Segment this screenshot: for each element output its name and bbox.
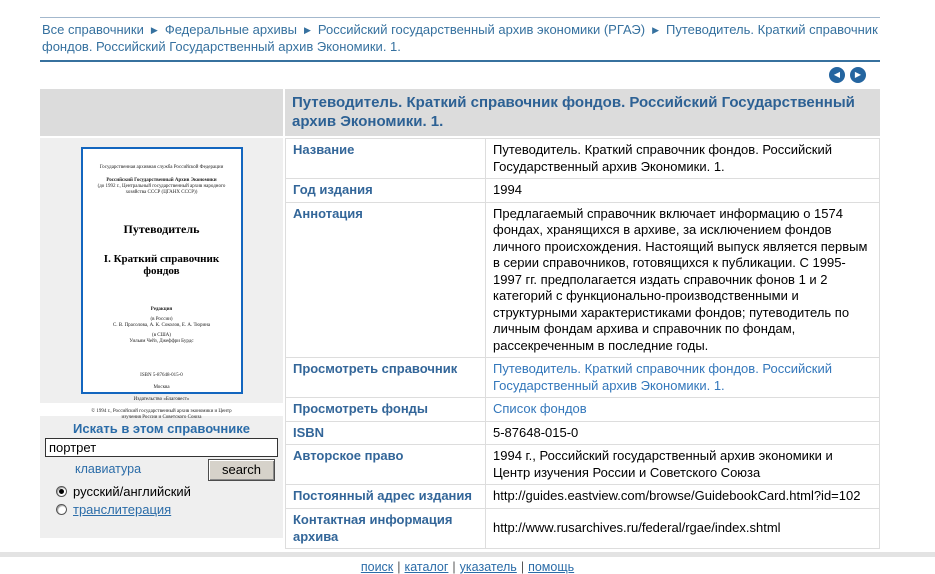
row-label: ISBN (286, 421, 486, 445)
row-value: 1994 г., Российский государственный архив экономики и Центр изучения России и Советского Союза (486, 445, 880, 485)
transliteration-link[interactable]: транслитерация (73, 502, 172, 517)
table-row-permanent-url (286, 485, 880, 509)
cover-archive-note: (до 1992 г., Центральный государственный архив народного хозяйства СССР (ЦГАНХ СССР)) (97, 184, 226, 195)
table-row-view-fonds (286, 398, 880, 422)
cover-subtitle: I. Краткий справочник фондов (103, 253, 220, 277)
cover-editors-russia-label: (в России) (150, 317, 173, 322)
arrow-left-icon: ◀ (833, 70, 841, 79)
prev-button[interactable] (829, 67, 845, 83)
table-row-archive-contact (286, 509, 880, 549)
row-value: Предлагаемый справочник включает информацию о 1574 фондах, хранящихся в архиве, за исключением фондов личного происхождения. Настоящий выпуск является первым в серии справочников, готовящихся к публикации. С 1995-1997 гг. предполагается издать справочник фонов 1 и 2 категорий с функционально-производственными и структурными характеристиками фондов; путеводитель по личным фондам архива и справочник по фондам, рассекреченным в последние годы. (486, 202, 880, 358)
breadcrumb-link-rgae[interactable]: Российский государственный архив экономики (РГАЭ) (317, 22, 646, 37)
breadcrumb (40, 17, 880, 62)
footer-separator: | (452, 560, 456, 574)
page-title: Путеводитель. Краткий справочник фондов. Российский Государственный архив Экономики. 1. (285, 89, 880, 136)
row-label: Название (286, 139, 486, 179)
cover-publisher: Издательство «Благовест» (133, 397, 190, 402)
table-row-year (286, 179, 880, 203)
row-value: Путеводитель. Краткий справочник фондов. Российский Государственный архив Экономики. 1. (486, 139, 880, 179)
search-input[interactable] (45, 438, 278, 457)
footer-link-index[interactable]: указатель (459, 560, 517, 574)
cover-isbn: ISBN 5-87648-015-0 (140, 373, 183, 378)
radio-transliteration[interactable] (56, 504, 67, 515)
table-row-isbn (286, 421, 880, 445)
breadcrumb-link-federal-archives[interactable]: Федеральные архивы (164, 22, 297, 37)
left-sidebar (40, 89, 283, 538)
breadcrumb-separator-icon: ▶ (150, 25, 158, 35)
book-cover-panel (40, 138, 283, 420)
table-row-name (286, 139, 880, 179)
guidebook-card (285, 89, 880, 549)
cover-editors-heading: Редакция (150, 307, 173, 312)
cover-agency: Государственная архивная служба Российской Федерации (99, 165, 224, 170)
search-panel (40, 416, 283, 538)
cover-archive-name: Российский Государственный Архив Экономики (106, 178, 217, 183)
row-label: Контактная информация архива (286, 509, 486, 549)
breadcrumb-link-all-guides[interactable]: Все справочники (42, 22, 144, 37)
cover-editors-russia: С. В. Прасолова, А. К. Соколов, Е. А. Тюрина (112, 323, 211, 328)
guidebook-details-table (285, 138, 880, 549)
breadcrumb-current-page: Путеводитель. Краткий справочник фондов. Российский Государственный архив Экономики. 1. (42, 22, 878, 54)
arrow-right-icon: ▶ (854, 70, 862, 79)
row-value: http://guides.eastview.com/browse/GuidebookCard.html?id=102 (486, 485, 880, 509)
footer-nav (0, 557, 935, 574)
pagination-controls (40, 62, 880, 89)
fond-list-link[interactable]: Список фондов (493, 401, 587, 416)
breadcrumb-separator-icon: ▶ (652, 25, 659, 35)
footer-link-search[interactable]: поиск (360, 560, 394, 574)
row-label: Аннотация (286, 202, 486, 358)
row-value: http://www.rusarchives.ru/federal/rgae/index.shtml (486, 509, 880, 549)
cover-editors-usa-label: (в США) (152, 333, 171, 338)
table-row-copyright (286, 445, 880, 485)
footer-link-catalog[interactable]: каталог (404, 560, 449, 574)
cover-editors-usa: Уильям Чейз, Джеффри Бурдс (129, 339, 194, 344)
row-label: Авторское право (286, 445, 486, 485)
virtual-keyboard-link[interactable]: клавиатура (75, 462, 142, 476)
row-label: Просмотреть справочник (286, 358, 486, 398)
row-label: Постоянный адрес издания (286, 485, 486, 509)
left-header-band (40, 89, 283, 136)
cover-title: Путеводитель (123, 222, 200, 236)
breadcrumb-separator-icon: ▶ (303, 25, 311, 35)
view-guidebook-link[interactable]: Путеводитель. Краткий справочник фондов. Российский Государственный архив Экономики. 1. (493, 361, 832, 393)
footer-separator: | (520, 560, 525, 574)
radio-russian-english-label: русский/английский (73, 484, 191, 499)
row-value: 5-87648-015-0 (486, 421, 880, 445)
footer-link-help[interactable]: помощь (528, 560, 575, 574)
footer-separator: | (397, 560, 401, 574)
radio-russian-english[interactable] (56, 486, 67, 497)
cover-city: Москва (153, 385, 170, 390)
search-button[interactable]: search (208, 459, 275, 481)
search-panel-heading: Искать в этом справочнике (73, 421, 250, 436)
table-row-annotation (286, 202, 880, 358)
cover-copyright: © 1994 г., Российский государственный архив экономики и Центр изучения России и Советского Союза (91, 409, 232, 420)
row-value: 1994 (486, 179, 880, 203)
table-row-view-guidebook (286, 358, 880, 398)
book-cover-image (81, 147, 243, 420)
row-label: Просмотреть фонды (286, 398, 486, 422)
row-label: Год издания (286, 179, 486, 203)
next-button[interactable] (850, 67, 866, 83)
